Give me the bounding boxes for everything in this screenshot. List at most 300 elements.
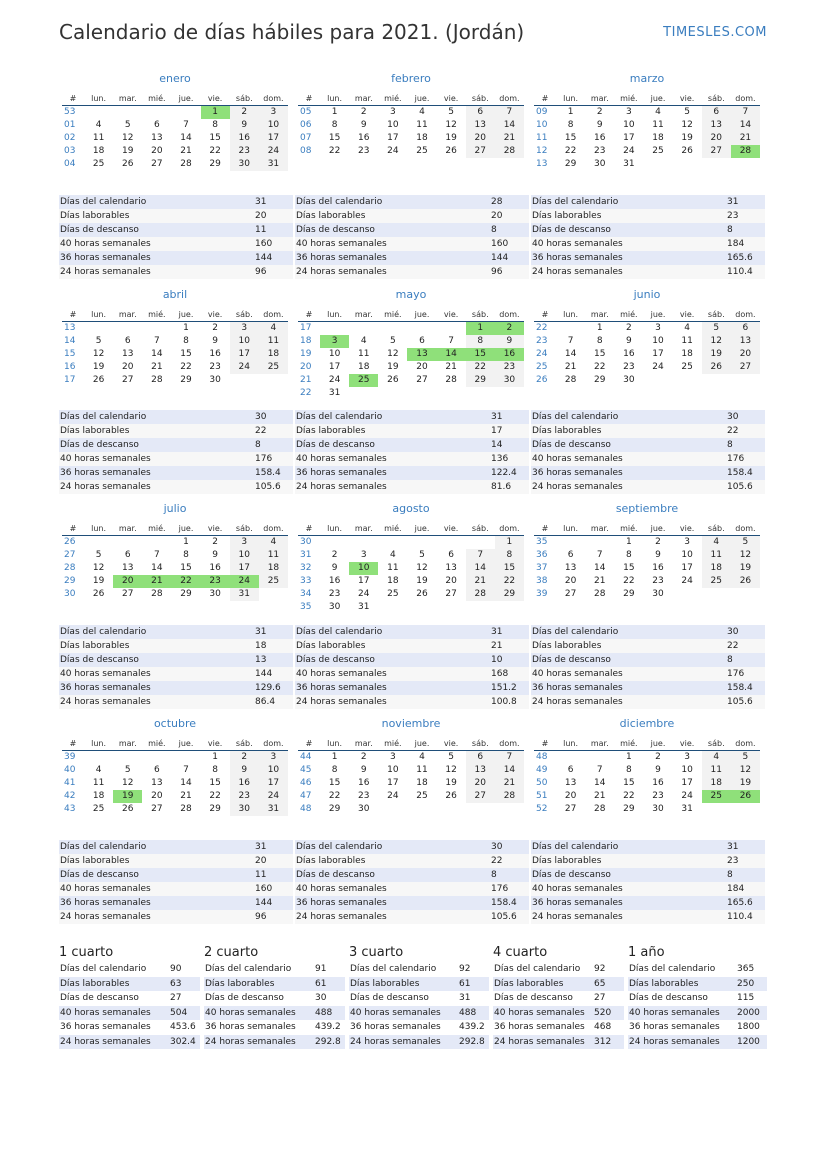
week-number: 33 bbox=[300, 576, 312, 586]
stat-row bbox=[204, 1006, 345, 1021]
day-cell: 27 bbox=[121, 589, 134, 599]
day-cell: 6 bbox=[153, 120, 160, 130]
week-number: 07 bbox=[300, 133, 312, 143]
week-row bbox=[534, 803, 760, 816]
day-header: # bbox=[298, 307, 320, 322]
day-cell: 19 bbox=[387, 362, 399, 372]
day-cell: 11 bbox=[681, 336, 693, 346]
stat-row bbox=[59, 1035, 200, 1050]
week-row bbox=[534, 777, 760, 790]
day-cell: 23 bbox=[593, 146, 606, 156]
day-header: mié. bbox=[142, 736, 171, 751]
day-cell: 31 bbox=[681, 804, 693, 814]
day-cell: 9 bbox=[331, 563, 338, 573]
day-cell: 24 bbox=[387, 146, 399, 156]
stat-row bbox=[295, 480, 529, 494]
day-cell bbox=[702, 588, 731, 601]
day-cell bbox=[556, 751, 585, 765]
day-header: # bbox=[62, 307, 84, 322]
day-cell: 20 bbox=[151, 146, 163, 156]
stat-row bbox=[204, 962, 345, 977]
day-cell bbox=[259, 374, 288, 387]
day-header: jue. bbox=[643, 736, 672, 751]
day-cell: 3 bbox=[389, 107, 396, 117]
day-header: sáb. bbox=[466, 307, 495, 322]
week-row bbox=[298, 790, 524, 803]
day-cell: 1 bbox=[183, 323, 189, 333]
stat-value: 96 bbox=[255, 267, 267, 277]
day-header: mié. bbox=[378, 736, 407, 751]
day-cell: 1 bbox=[625, 537, 632, 547]
stat-label: Días del calendario bbox=[494, 964, 581, 974]
day-cell: 8 bbox=[331, 120, 338, 130]
day-cell: 31 bbox=[357, 602, 370, 612]
week-row bbox=[534, 322, 760, 336]
day-cell: 25 bbox=[92, 804, 105, 814]
day-cell: 28 bbox=[151, 375, 163, 385]
week-number: 36 bbox=[536, 550, 548, 560]
day-cell: 4 bbox=[419, 752, 425, 762]
week-number: 04 bbox=[64, 159, 76, 169]
day-cell: 26 bbox=[445, 146, 457, 156]
day-cell: 9 bbox=[625, 336, 632, 346]
day-header: lun. bbox=[84, 91, 113, 106]
day-cell: 7 bbox=[495, 106, 524, 120]
day-cell: 30 bbox=[593, 159, 606, 169]
day-cell: 26 bbox=[92, 589, 105, 599]
week-number: 23 bbox=[536, 336, 548, 346]
day-cell bbox=[407, 803, 436, 816]
stat-row bbox=[59, 910, 293, 924]
day-header: dom. bbox=[259, 736, 288, 751]
week-row bbox=[62, 158, 288, 171]
day-cell: 28 bbox=[593, 589, 606, 599]
day-cell bbox=[84, 322, 113, 336]
day-cell: 18 bbox=[416, 133, 428, 143]
month-stats-noviembre bbox=[295, 840, 529, 924]
stat-value: 468 bbox=[594, 1022, 612, 1032]
day-cell: 8 bbox=[183, 336, 189, 346]
stat-row bbox=[493, 962, 624, 977]
day-cell: 23 bbox=[495, 361, 524, 374]
day-cell: 7 bbox=[596, 550, 603, 560]
stat-label: Días de descanso bbox=[629, 993, 708, 1003]
day-cell: 11 bbox=[652, 120, 664, 130]
month-marzo bbox=[534, 72, 760, 171]
day-header: lun. bbox=[320, 91, 349, 106]
day-cell: 11 bbox=[702, 764, 731, 777]
week-number: 18 bbox=[300, 336, 312, 346]
day-cell: 27 bbox=[151, 159, 163, 169]
day-cell: 4 bbox=[702, 536, 731, 550]
stat-value: 31 bbox=[727, 842, 739, 852]
day-header: mié. bbox=[614, 91, 643, 106]
day-header: mié. bbox=[378, 521, 407, 536]
day-cell: 11 bbox=[357, 349, 370, 359]
day-cell bbox=[643, 158, 672, 171]
week-row bbox=[298, 145, 524, 158]
day-cell: 27 bbox=[445, 589, 457, 599]
day-cell: 19 bbox=[702, 348, 731, 361]
day-cell: 10 bbox=[387, 120, 399, 130]
stat-label: Días del calendario bbox=[532, 627, 619, 637]
day-cell: 25 bbox=[416, 791, 428, 801]
day-cell: 22 bbox=[328, 791, 341, 801]
stat-value: 63 bbox=[170, 978, 182, 989]
stat-label: 40 horas semanales bbox=[350, 1007, 441, 1018]
day-cell: 11 bbox=[416, 765, 428, 775]
month-mayo bbox=[298, 288, 524, 400]
day-header: jue. bbox=[407, 91, 436, 106]
day-cell: 12 bbox=[121, 778, 134, 788]
day-cell: 4 bbox=[95, 765, 102, 775]
month-table bbox=[298, 91, 524, 158]
stat-value: 453.6 bbox=[170, 1022, 196, 1032]
week-number: 16 bbox=[64, 362, 76, 372]
stat-row bbox=[531, 237, 765, 251]
day-header: mar. bbox=[349, 307, 378, 322]
stat-value: 488 bbox=[459, 1007, 477, 1018]
day-cell: 2 bbox=[360, 752, 367, 762]
day-cell bbox=[437, 536, 466, 550]
stat-value: 520 bbox=[594, 1007, 612, 1018]
stat-value: 21 bbox=[491, 641, 503, 651]
week-row bbox=[298, 132, 524, 145]
day-cell: 6 bbox=[702, 106, 731, 120]
stat-row bbox=[531, 639, 765, 653]
quarter-title: 1 año bbox=[628, 945, 665, 960]
day-header: mar. bbox=[585, 91, 614, 106]
day-cell: 12 bbox=[92, 349, 105, 359]
week-row bbox=[534, 374, 760, 387]
day-header: sáb. bbox=[702, 307, 731, 322]
day-header: jue. bbox=[407, 307, 436, 322]
stat-label: Días laborables bbox=[60, 426, 130, 436]
day-cell: 18 bbox=[702, 777, 731, 790]
day-header: mar. bbox=[113, 521, 142, 536]
stat-label: 24 horas semanales bbox=[60, 697, 151, 707]
stat-value: 168 bbox=[491, 669, 509, 679]
stat-row bbox=[59, 962, 200, 977]
stat-row bbox=[531, 265, 765, 279]
stat-row bbox=[531, 466, 765, 480]
week-number: 39 bbox=[64, 752, 76, 762]
stat-row bbox=[204, 1020, 345, 1035]
day-cell: 28 bbox=[495, 790, 524, 803]
week-number: 28 bbox=[64, 563, 76, 573]
day-cell: 8 bbox=[625, 550, 632, 560]
week-number: 35 bbox=[536, 537, 548, 547]
month-name: abril bbox=[162, 288, 188, 301]
stat-value: 30 bbox=[727, 627, 739, 637]
day-cell: 5 bbox=[702, 322, 731, 336]
day-cell: 10 bbox=[259, 764, 288, 777]
week-row bbox=[298, 361, 524, 374]
stat-value: 136 bbox=[491, 454, 509, 464]
stat-label: 40 horas semanales bbox=[532, 454, 623, 464]
day-cell: 4 bbox=[95, 120, 102, 130]
stat-value: 105.6 bbox=[255, 482, 281, 492]
day-cell: 15 bbox=[328, 778, 341, 788]
stat-row bbox=[59, 681, 293, 695]
day-cell: 6 bbox=[124, 550, 131, 560]
day-cell: 24 bbox=[387, 791, 399, 801]
week-row bbox=[298, 348, 524, 361]
stat-row bbox=[295, 209, 529, 223]
day-cell: 31 bbox=[259, 158, 288, 171]
week-number: 32 bbox=[300, 563, 312, 573]
stat-row bbox=[493, 991, 624, 1006]
stat-label: 36 horas semanales bbox=[60, 468, 151, 478]
stat-value: 28 bbox=[491, 197, 503, 207]
stat-label: 40 horas semanales bbox=[60, 669, 151, 679]
stat-label: Días de descanso bbox=[532, 440, 611, 450]
day-cell: 4 bbox=[684, 323, 690, 333]
day-cell: 29 bbox=[180, 375, 192, 385]
week-number: 45 bbox=[300, 765, 312, 775]
day-cell: 2 bbox=[495, 322, 524, 336]
week-number: 09 bbox=[536, 107, 548, 117]
day-cell: 12 bbox=[387, 349, 399, 359]
month-table bbox=[534, 307, 760, 387]
day-cell bbox=[585, 536, 614, 550]
week-row bbox=[298, 119, 524, 132]
day-cell: 7 bbox=[183, 765, 189, 775]
stat-row bbox=[531, 410, 765, 424]
month-stats-marzo bbox=[531, 195, 765, 279]
day-cell: 16 bbox=[593, 133, 606, 143]
stat-value: 129.6 bbox=[255, 683, 281, 693]
stat-value: 61 bbox=[459, 978, 471, 989]
day-header: # bbox=[62, 521, 84, 536]
day-cell: 22 bbox=[171, 575, 200, 588]
month-name: agosto bbox=[392, 502, 430, 515]
stat-label: 24 horas semanales bbox=[60, 267, 151, 277]
stat-label: Días laborables bbox=[629, 978, 699, 989]
day-cell: 20 bbox=[416, 362, 428, 372]
day-cell: 26 bbox=[702, 361, 731, 374]
day-cell: 10 bbox=[349, 562, 378, 575]
day-cell bbox=[495, 803, 524, 816]
day-cell: 27 bbox=[731, 361, 760, 374]
month-stats-julio bbox=[59, 625, 293, 709]
stat-value: 30 bbox=[727, 412, 739, 422]
day-cell: 21 bbox=[180, 791, 192, 801]
day-header: lun. bbox=[320, 307, 349, 322]
day-cell: 19 bbox=[731, 777, 760, 790]
month-name: julio bbox=[163, 502, 187, 515]
month-junio bbox=[534, 288, 760, 387]
day-cell: 2 bbox=[596, 107, 603, 117]
week-row bbox=[298, 562, 524, 575]
week-row bbox=[62, 322, 288, 336]
day-cell: 1 bbox=[625, 752, 632, 762]
week-number: 30 bbox=[64, 589, 76, 599]
stat-label: 24 horas semanales bbox=[532, 482, 623, 492]
stat-value: 13 bbox=[255, 655, 267, 665]
day-cell: 3 bbox=[625, 107, 632, 117]
stat-label: Días laborables bbox=[296, 641, 366, 651]
stat-label: 40 horas semanales bbox=[296, 239, 387, 249]
day-header: sáb. bbox=[230, 736, 259, 751]
day-header: jue. bbox=[171, 307, 200, 322]
day-cell: 8 bbox=[625, 765, 632, 775]
week-row bbox=[62, 764, 288, 777]
day-cell: 31 bbox=[259, 803, 288, 816]
day-cell: 22 bbox=[466, 361, 495, 374]
week-number: 25 bbox=[536, 362, 548, 372]
stat-value: 365 bbox=[737, 964, 755, 974]
stat-value: 11 bbox=[255, 225, 267, 235]
stat-value: 8 bbox=[255, 440, 261, 450]
day-cell bbox=[673, 158, 702, 171]
stat-label: Días laborables bbox=[60, 211, 130, 221]
day-cell: 27 bbox=[466, 145, 495, 158]
week-row bbox=[298, 575, 524, 588]
day-cell: 29 bbox=[466, 374, 495, 387]
day-cell: 9 bbox=[495, 335, 524, 348]
day-cell bbox=[142, 322, 171, 336]
week-row bbox=[298, 549, 524, 562]
stat-value: 8 bbox=[727, 655, 733, 665]
stat-value: 8 bbox=[491, 225, 497, 235]
week-number: 22 bbox=[300, 388, 312, 398]
month-name: noviembre bbox=[381, 717, 441, 730]
day-header: vie. bbox=[673, 736, 702, 751]
stat-value: 31 bbox=[491, 627, 503, 637]
stat-value: 105.6 bbox=[491, 912, 517, 922]
week-number: 05 bbox=[300, 107, 312, 117]
day-cell: 18 bbox=[416, 778, 428, 788]
week-number: 14 bbox=[64, 336, 76, 346]
stat-value: 144 bbox=[255, 669, 273, 679]
day-cell: 24 bbox=[623, 146, 635, 156]
day-cell: 28 bbox=[564, 375, 577, 385]
stat-value: 292.8 bbox=[459, 1036, 485, 1047]
stat-label: Días del calendario bbox=[205, 964, 292, 974]
stat-label: 36 horas semanales bbox=[350, 1022, 441, 1032]
day-cell: 16 bbox=[209, 349, 221, 359]
stat-row bbox=[295, 667, 529, 681]
stat-value: 158.4 bbox=[255, 468, 281, 478]
stat-value: 31 bbox=[491, 412, 503, 422]
day-cell: 16 bbox=[209, 563, 221, 573]
day-header: jue. bbox=[171, 736, 200, 751]
day-cell: 7 bbox=[466, 549, 495, 562]
stat-label: 40 horas semanales bbox=[532, 884, 623, 894]
day-cell: 25 bbox=[681, 362, 693, 372]
week-number: 26 bbox=[64, 537, 76, 547]
stat-row bbox=[59, 625, 293, 639]
week-row bbox=[534, 119, 760, 132]
day-cell: 15 bbox=[180, 349, 192, 359]
day-cell: 21 bbox=[564, 362, 577, 372]
stat-value: 184 bbox=[727, 884, 745, 894]
day-cell: 19 bbox=[445, 133, 457, 143]
day-cell: 26 bbox=[92, 375, 105, 385]
day-cell: 18 bbox=[92, 146, 105, 156]
week-number: 13 bbox=[536, 159, 548, 169]
day-header: vie. bbox=[673, 91, 702, 106]
stat-row bbox=[531, 681, 765, 695]
day-cell: 3 bbox=[360, 550, 367, 560]
stat-row bbox=[628, 1020, 767, 1035]
day-cell: 26 bbox=[731, 790, 760, 803]
month-name: diciembre bbox=[619, 717, 675, 730]
stat-row bbox=[295, 251, 529, 265]
week-row bbox=[298, 601, 524, 614]
stat-label: Días de descanso bbox=[60, 993, 139, 1003]
stat-row bbox=[531, 868, 765, 882]
day-cell: 11 bbox=[702, 549, 731, 562]
day-cell: 10 bbox=[259, 119, 288, 132]
stat-value: 91 bbox=[315, 964, 327, 974]
week-row bbox=[534, 361, 760, 374]
day-cell: 6 bbox=[448, 550, 454, 560]
day-cell: 26 bbox=[416, 589, 428, 599]
site-link[interactable]: TIMESLES.COM bbox=[663, 25, 767, 40]
day-cell: 19 bbox=[113, 790, 142, 803]
stat-row bbox=[59, 896, 293, 910]
week-number: 38 bbox=[536, 576, 548, 586]
day-cell: 10 bbox=[387, 765, 399, 775]
day-cell: 15 bbox=[466, 348, 495, 361]
stat-row bbox=[531, 438, 765, 452]
stat-label: 40 horas semanales bbox=[629, 1007, 720, 1018]
month-abril bbox=[62, 288, 288, 387]
day-cell: 23 bbox=[328, 589, 341, 599]
day-cell: 14 bbox=[593, 563, 606, 573]
week-row bbox=[534, 348, 760, 361]
day-cell: 7 bbox=[448, 336, 454, 346]
day-header: lun. bbox=[84, 307, 113, 322]
stat-row bbox=[295, 681, 529, 695]
day-cell: 18 bbox=[681, 349, 693, 359]
day-header: mié. bbox=[378, 307, 407, 322]
stat-row bbox=[295, 840, 529, 854]
day-cell: 21 bbox=[180, 146, 192, 156]
week-number: 19 bbox=[300, 349, 312, 359]
month-name: mayo bbox=[395, 288, 427, 301]
stat-value: 8 bbox=[727, 440, 733, 450]
day-cell: 25 bbox=[349, 374, 378, 387]
stat-label: 24 horas semanales bbox=[296, 267, 387, 277]
day-cell: 18 bbox=[702, 562, 731, 575]
stat-value: 22 bbox=[727, 426, 739, 436]
stat-value: 160 bbox=[491, 239, 509, 249]
day-cell: 23 bbox=[623, 362, 635, 372]
quarter-block bbox=[493, 944, 624, 1049]
day-header: sáb. bbox=[230, 521, 259, 536]
stat-label: 24 horas semanales bbox=[350, 1036, 441, 1047]
week-row bbox=[62, 575, 288, 588]
week-row bbox=[62, 790, 288, 803]
day-cell: 20 bbox=[121, 362, 134, 372]
week-number: 50 bbox=[536, 778, 548, 788]
stat-value: 18 bbox=[255, 641, 267, 651]
day-cell: 10 bbox=[681, 550, 693, 560]
day-cell: 19 bbox=[92, 362, 105, 372]
stat-value: 165.6 bbox=[727, 898, 753, 908]
day-cell bbox=[84, 536, 113, 550]
stat-row bbox=[493, 1035, 624, 1050]
day-cell bbox=[556, 536, 585, 550]
day-header: mar. bbox=[113, 736, 142, 751]
stat-value: 96 bbox=[255, 912, 267, 922]
week-number: 48 bbox=[536, 752, 548, 762]
stat-row bbox=[59, 695, 293, 709]
stat-label: 24 horas semanales bbox=[532, 267, 623, 277]
